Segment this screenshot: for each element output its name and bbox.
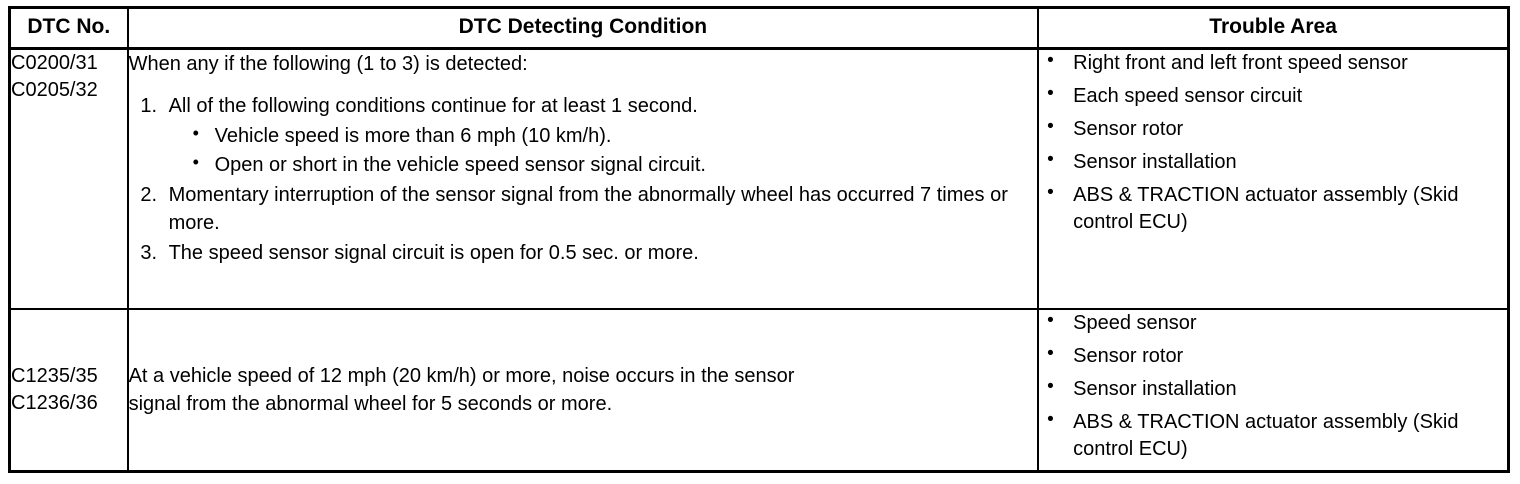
table-row: [10, 309, 1509, 472]
trouble-area-item: • Each speed sensor circuit: [1039, 83, 1507, 110]
trouble-area-cell: [1038, 49, 1508, 310]
table-row: [10, 49, 1509, 310]
trouble-area-item: • Sensor installation: [1039, 149, 1507, 176]
column-header-dtc-no: DTC No.: [10, 8, 128, 49]
trouble-area-list: [1039, 50, 1507, 236]
condition-intro: When any if the following (1 to 3) is detected:: [128, 53, 528, 75]
condition-step: [163, 92, 1038, 179]
trouble-area-cell: [1038, 309, 1508, 472]
condition-step: 2. Momentary interruption of the sensor signal from the abnormally wheel has occurred 7 times or more.: [163, 181, 1038, 237]
condition-text-line: signal from the abnormal wheel for 5 seconds or more.: [128, 393, 613, 415]
dtc-code-line: C1235/35: [11, 365, 98, 387]
dtc-no-cell: [10, 309, 128, 472]
column-header-trouble-area: Trouble Area: [1038, 8, 1508, 49]
dtc-code-line: C1236/36: [11, 392, 98, 414]
trouble-area-item: • Sensor installation: [1039, 376, 1507, 403]
trouble-area-list: [1039, 310, 1507, 463]
column-header-condition: DTC Detecting Condition: [128, 8, 1039, 49]
dtc-table: [8, 6, 1510, 473]
dtc-code-line: C0205/32: [11, 79, 98, 101]
trouble-area-item: • ABS & TRACTION actuator assembly (Skid control ECU): [1039, 409, 1507, 463]
condition-text-line: At a vehicle speed of 12 mph (20 km/h) or more, noise occurs in the sensor: [128, 365, 795, 387]
trouble-area-item: • Speed sensor: [1039, 310, 1507, 337]
condition-step: 3. The speed sensor signal circuit is open for 0.5 sec. or more.: [163, 239, 1038, 267]
trouble-area-item: • ABS & TRACTION actuator assembly (Skid control ECU): [1039, 182, 1507, 236]
detecting-condition-cell: [128, 49, 1039, 310]
dtc-no-cell: [10, 49, 128, 310]
trouble-area-item: • Sensor rotor: [1039, 116, 1507, 143]
condition-substep: • Vehicle speed is more than 6 mph (10 km/h).: [189, 122, 1038, 150]
detecting-condition-cell: [128, 309, 1039, 472]
trouble-area-item: • Sensor rotor: [1039, 343, 1507, 370]
trouble-area-item: • Right front and left front speed sensor: [1039, 50, 1507, 77]
condition-substep-list: [169, 122, 1038, 179]
table-header-row: [10, 8, 1509, 49]
condition-step-text: All of the following conditions continue for at least 1 second.: [168, 95, 698, 117]
dtc-code-line: C0200/31: [11, 52, 98, 74]
condition-substep: • Open or short in the vehicle speed sensor signal circuit.: [189, 151, 1038, 179]
condition-step-list: [129, 92, 1038, 267]
